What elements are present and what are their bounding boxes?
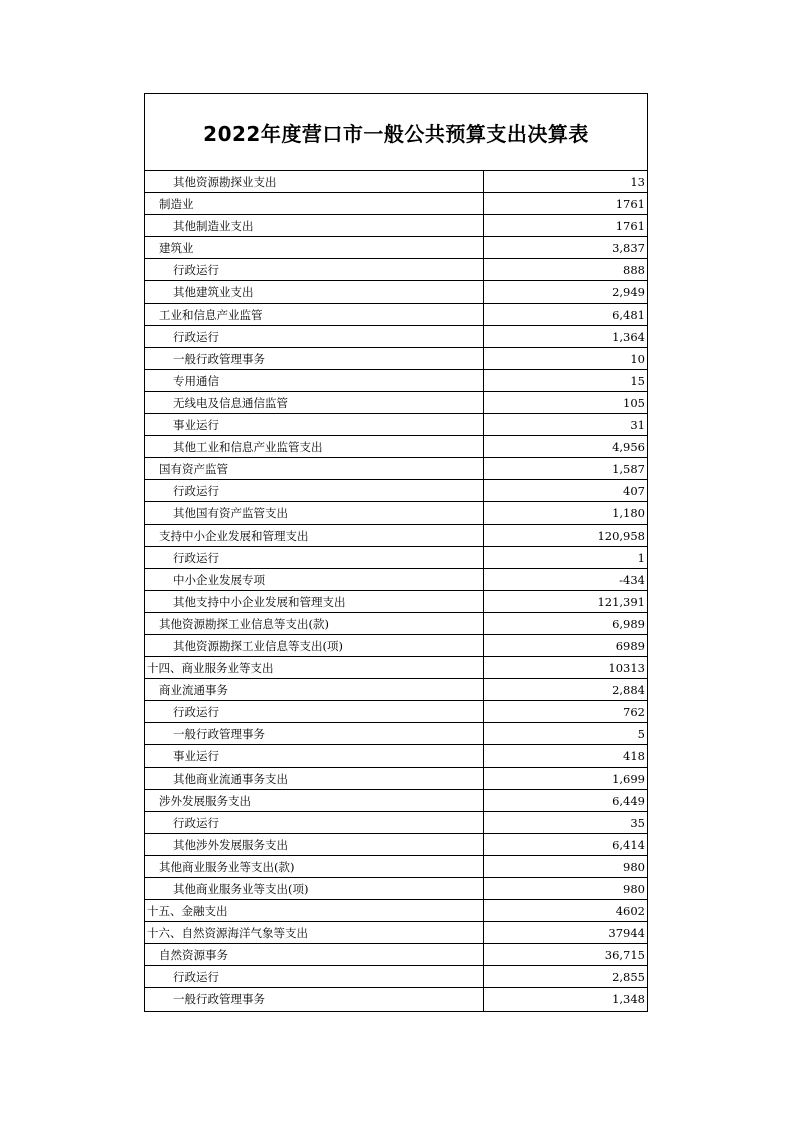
- row-amount: 10313: [608, 661, 645, 676]
- row-amount: 105: [623, 395, 645, 410]
- budget-table: [144, 93, 648, 1012]
- row-amount: 6,989: [612, 616, 645, 631]
- row-item-name: 其他商业服务业等支出(项): [145, 878, 484, 899]
- row-amount: 762: [623, 705, 645, 720]
- table-row: [145, 856, 647, 878]
- table-row: [145, 723, 647, 745]
- table-row: [145, 613, 647, 635]
- table-body: [145, 171, 647, 1011]
- row-amount: 6,449: [612, 793, 645, 808]
- row-amount: 3,837: [612, 241, 645, 256]
- table-row: [145, 657, 647, 679]
- row-amount: 15: [630, 373, 645, 388]
- row-amount: 13: [630, 175, 645, 189]
- row-amount: 36,715: [604, 948, 645, 963]
- row-amount: 407: [623, 484, 645, 499]
- row-item-name: 行政运行: [145, 480, 484, 501]
- row-item-name: 一般行政管理事务: [145, 348, 484, 369]
- row-amount: 6,481: [612, 307, 645, 322]
- row-item-name: 中小企业发展专项: [145, 569, 484, 590]
- row-item-name: 十五、金融支出: [145, 900, 484, 921]
- row-amount: 1,364: [612, 329, 645, 344]
- row-amount: 2,884: [612, 683, 645, 698]
- row-item-name: 专用通信: [145, 370, 484, 391]
- row-item-name: 行政运行: [145, 547, 484, 568]
- row-amount: 1,587: [612, 462, 645, 477]
- row-item-name: 行政运行: [145, 966, 484, 987]
- table-row: [145, 966, 647, 988]
- row-item-name: 国有资产监管: [145, 458, 484, 479]
- row-item-name: 制造业: [145, 193, 484, 214]
- row-item-name: 一般行政管理事务: [145, 988, 484, 1010]
- row-item-name: 无线电及信息通信监管: [145, 392, 484, 413]
- table-row: [145, 281, 647, 303]
- table-row: [145, 944, 647, 966]
- row-amount: 4602: [615, 904, 645, 919]
- table-title: 2022年度营口市一般公共预算支出决算表: [145, 94, 647, 171]
- row-item-name: 支持中小企业发展和管理支出: [145, 525, 484, 546]
- table-row: [145, 259, 647, 281]
- table-row: [145, 525, 647, 547]
- table-row: [145, 480, 647, 502]
- table-row: [145, 878, 647, 900]
- table-row: [145, 635, 647, 657]
- row-item-name: 事业运行: [145, 414, 484, 435]
- row-item-name: 其他工业和信息产业监管支出: [145, 436, 484, 457]
- row-item-name: 建筑业: [145, 237, 484, 258]
- row-item-name: 行政运行: [145, 812, 484, 833]
- table-row: [145, 701, 647, 723]
- table-row: [145, 790, 647, 812]
- table-row: [145, 502, 647, 524]
- row-amount: 1,348: [612, 992, 645, 1007]
- row-item-name: 行政运行: [145, 259, 484, 280]
- row-amount: 121,391: [597, 594, 645, 609]
- row-amount: 980: [623, 859, 645, 874]
- table-row: [145, 768, 647, 790]
- row-item-name: 十四、商业服务业等支出: [145, 657, 484, 678]
- row-amount: 980: [623, 882, 645, 896]
- row-item-name: 其他建筑业支出: [145, 281, 484, 302]
- row-item-name: 其他商业流通事务支出: [145, 768, 484, 789]
- row-amount: 37944: [608, 926, 645, 941]
- row-amount: 1: [637, 550, 645, 565]
- table-row: [145, 988, 647, 1010]
- row-item-name: 自然资源事务: [145, 944, 484, 965]
- table-row: [145, 215, 647, 237]
- row-amount: 1,699: [612, 771, 645, 786]
- table-row: [145, 436, 647, 458]
- row-amount: -434: [619, 572, 645, 587]
- table-row: [145, 171, 647, 193]
- row-amount: 120,958: [597, 528, 645, 543]
- row-item-name: 其他资源勘探工业信息等支出(款): [145, 613, 484, 634]
- row-item-name: 行政运行: [145, 326, 484, 347]
- row-amount: 1,180: [612, 506, 645, 521]
- row-amount: 5: [637, 727, 645, 742]
- row-amount: 6,414: [612, 837, 645, 852]
- table-row: [145, 812, 647, 834]
- row-item-name: 其他资源勘探工业信息等支出(项): [145, 635, 484, 656]
- row-item-name: 其他制造业支出: [145, 215, 484, 236]
- table-row: [145, 569, 647, 591]
- row-item-name: 其他资源勘探业支出: [145, 171, 484, 192]
- row-item-name: 其他商业服务业等支出(款): [145, 856, 484, 877]
- row-item-name: 一般行政管理事务: [145, 723, 484, 744]
- row-item-name: 其他支持中小企业发展和管理支出: [145, 591, 484, 612]
- table-row: [145, 591, 647, 613]
- table-row: [145, 326, 647, 348]
- row-item-name: 商业流通事务: [145, 679, 484, 700]
- row-amount: 6989: [615, 638, 645, 653]
- row-amount: 4,956: [612, 440, 645, 455]
- table-row: [145, 304, 647, 326]
- table-row: [145, 348, 647, 370]
- table-row: [145, 237, 647, 259]
- row-item-name: 其他涉外发展服务支出: [145, 834, 484, 855]
- row-amount: 1761: [615, 197, 645, 212]
- table-row: [145, 834, 647, 856]
- row-amount: 35: [630, 815, 645, 830]
- table-row: [145, 193, 647, 215]
- row-item-name: 其他国有资产监管支出: [145, 502, 484, 523]
- row-amount: 2,949: [612, 285, 645, 300]
- row-item-name: 涉外发展服务支出: [145, 790, 484, 811]
- table-row: [145, 414, 647, 436]
- table-row: [145, 392, 647, 414]
- table-row: [145, 547, 647, 569]
- table-row: [145, 745, 647, 767]
- row-item-name: 工业和信息产业监管: [145, 304, 484, 325]
- row-item-name: 十六、自然资源海洋气象等支出: [145, 922, 484, 943]
- row-amount: 1761: [615, 219, 645, 234]
- row-amount: 888: [623, 263, 645, 278]
- table-row: [145, 370, 647, 392]
- row-item-name: 事业运行: [145, 745, 484, 766]
- row-item-name: 行政运行: [145, 701, 484, 722]
- table-row: [145, 679, 647, 701]
- row-amount: 2,855: [612, 970, 645, 985]
- row-amount: 10: [630, 351, 645, 366]
- table-row: [145, 922, 647, 944]
- table-row: [145, 458, 647, 480]
- row-amount: 418: [623, 749, 645, 764]
- table-row: [145, 900, 647, 922]
- row-amount: 31: [630, 418, 645, 433]
